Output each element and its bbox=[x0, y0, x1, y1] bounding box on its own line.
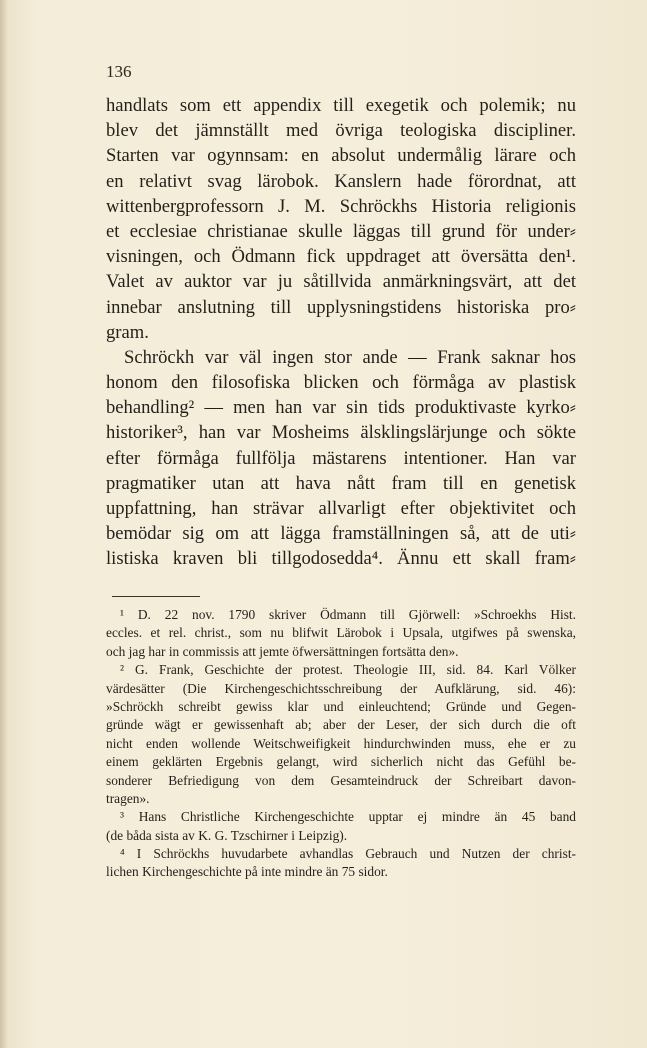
footnote-line: eccles. et rel. christ., som nu blifwit Lärobok i Upsala, utgifwes på swenska, bbox=[106, 625, 576, 641]
footnote-rule bbox=[112, 596, 200, 597]
footnote-line: ² G. Frank, Geschichte der protest. Theologie III, sid. 84. Karl Völker bbox=[120, 662, 576, 678]
footnote-line: ⁴ I Schröckhs huvudarbete avhandlas Gebrauch und Nutzen der christ- bbox=[120, 846, 576, 862]
body-line: listiska kraven bli tillgodosedda⁴. Ännu ett skall fram⸗ bbox=[106, 548, 576, 570]
body-line: et ecclesiae christianae skulle läggas till grund för under⸗ bbox=[106, 220, 576, 242]
body-line: bemödar sig om att lägga framställningen så, att de uti⸗ bbox=[106, 523, 576, 545]
body-line: pragmatiker utan att hava nått fram till en genetisk bbox=[106, 472, 576, 494]
footnote-line: ¹ D. 22 nov. 1790 skriver Ödmann till Gjörwell: »Schroekhs Hist. bbox=[120, 607, 576, 622]
body-line: handlats som ett appendix till exegetik och polemik; nu bbox=[106, 95, 576, 116]
body-line: efter förmåga fullfölja mästarens intentioner. Han var bbox=[106, 447, 576, 469]
body-line: wittenbergprofessorn J. M. Schröckhs Historia religionis bbox=[106, 195, 576, 217]
body-line: blev det jämnställt med övriga teologiska discipliner. bbox=[106, 120, 576, 142]
body-line: Valet av auktor var ju såtillvida anmärkningsvärt, att det bbox=[106, 271, 576, 293]
footnote-line: tragen». bbox=[106, 790, 150, 806]
body-line: visningen, och Ödmann fick uppdraget att översätta den¹. bbox=[106, 246, 576, 268]
body-text bbox=[106, 93, 576, 572]
footnote-line: gründe wägt er gewissenhaft ab; aber der Leser, der sich durch die oft bbox=[106, 717, 576, 733]
body-line: honom den filosofiska blicken och förmåga av plastisk bbox=[106, 372, 576, 394]
footnote-line: ³ Hans Christliche Kirchengeschichte upptar ej mindre än 45 band bbox=[120, 809, 576, 825]
body-line: Schröckh var väl ingen stor ande — Frank saknar hos bbox=[124, 346, 576, 368]
body-line: uppfattning, han strävar allvarligt efter objektivitet och bbox=[106, 498, 576, 519]
page-edge-shadow bbox=[0, 0, 8, 1048]
footnote-line: sonderer Befriedigung von dem Gesamteindruck der Schreibart davon- bbox=[106, 772, 576, 788]
body-line: behandling² — men han var sin tids produktivaste kyrko⸗ bbox=[106, 397, 576, 419]
footnote-line: einem geklärten Ergebnis gelangt, wird sicherlich nicht das Gefühl be- bbox=[106, 754, 576, 770]
footnote-line: nicht enden wollende Weitschweifigkeit hindurchwinden muss, ehe er zu bbox=[106, 735, 576, 751]
body-line: Starten var ogynnsam: en absolut undermålig lärare och bbox=[106, 145, 576, 167]
footnote-line: »Schröckh schreibt gewiss klar und einleuchtend; Gründe und Gegen- bbox=[106, 698, 576, 714]
footnotes bbox=[106, 606, 576, 882]
body-line: historiker³, han var Mosheims älsklingslärjunge och sökte bbox=[106, 422, 576, 444]
footnote-line: (de båda sista av K. G. Tzschirner i Leipzig). bbox=[106, 827, 348, 843]
body-line: en relativt svag lärobok. Kanslern hade förordnat, att bbox=[106, 170, 576, 192]
body-line: gram. bbox=[106, 321, 149, 343]
footnote-line: värdesätter (Die Kirchengeschichtsschreibung der Aufklärung, sid. 46): bbox=[106, 680, 576, 696]
page-number: 136 bbox=[106, 62, 132, 81]
footnote-line: och jag har in commissis att jemte öfwersättningen fortsätta den». bbox=[106, 643, 459, 659]
footnote-line: lichen Kirchengeschichte på inte mindre än 75 sidor. bbox=[106, 864, 388, 880]
body-line: innebar anslutning till upplysningstidens historiska pro⸗ bbox=[106, 296, 576, 318]
